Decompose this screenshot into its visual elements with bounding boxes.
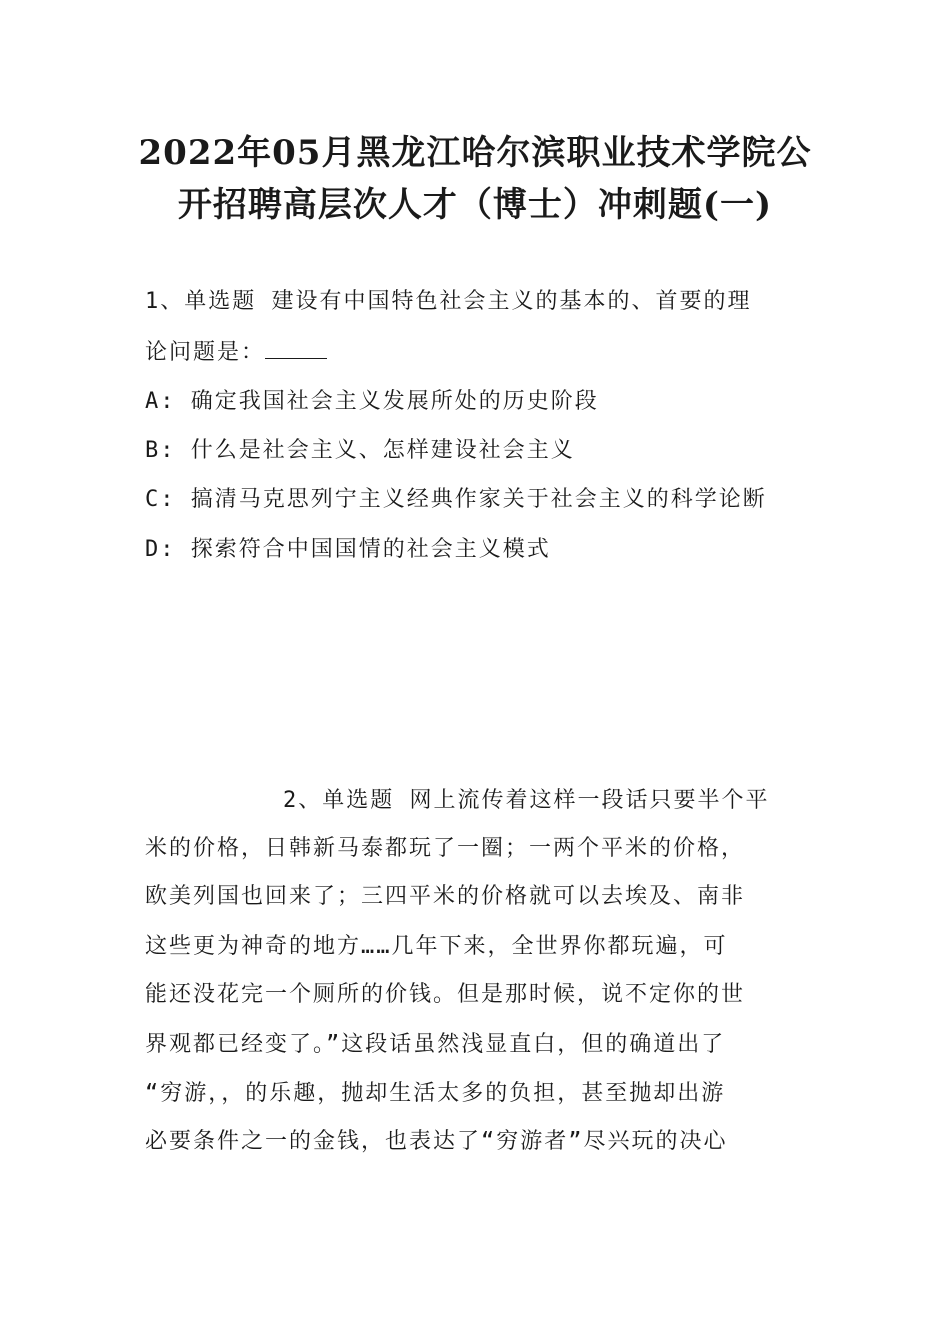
question-1-stem-line-1: 1、单选题 建设有中国特色社会主义的基本的、首要的理 [145,289,752,314]
question-2-line-4: 这些更为神奇的地方……几年下来，全世界你都玩遍，可 [145,934,728,959]
document-title-line-2: 开招聘高层次人才（博士）冲刺题(一) [177,185,773,225]
question-1-option-c: C: 搞清马克思列宁主义经典作家关于社会主义的科学论断 [145,487,767,512]
question-1-option-d: D: 探索符合中国国情的社会主义模式 [145,537,551,562]
question-2-line-6: 界观都已经变了。”这段话虽然浅显直白，但的确道出了 [145,1032,726,1057]
question-2-line-7: “穷游，，的乐趣，抛却生活太多的负担，甚至抛却出游 [145,1081,726,1106]
question-2-line-3: 欧美列国也回来了；三四平米的价格就可以去埃及、南非 [145,884,746,909]
question-2-line-5: 能还没花完一个厕所的价钱。但是那时候，说不定你的世 [145,982,746,1007]
question-2-line-8: 必要条件之一的金钱，也表达了“穷游者”尽兴玩的决心 [145,1129,728,1154]
question-1-stem-line-2 [145,338,825,368]
question-2-line-2: 米的价格，日韩新马泰都玩了一圈；一两个平米的价格， [145,836,746,861]
question-1-option-a: A: 确定我国社会主义发展所处的历史阶段 [145,389,599,414]
answer-blank [265,338,327,359]
question-1-option-b: B: 什么是社会主义、怎样建设社会主义 [145,438,575,463]
question-2-line-1: 2、单选题 网上流传着这样一段话只要半个平 [283,788,770,813]
document-title-line-1: 2022年05月黑龙江哈尔滨职业技术学院公 [138,133,812,173]
question-1-stem-text: 论问题是： [145,340,266,365]
